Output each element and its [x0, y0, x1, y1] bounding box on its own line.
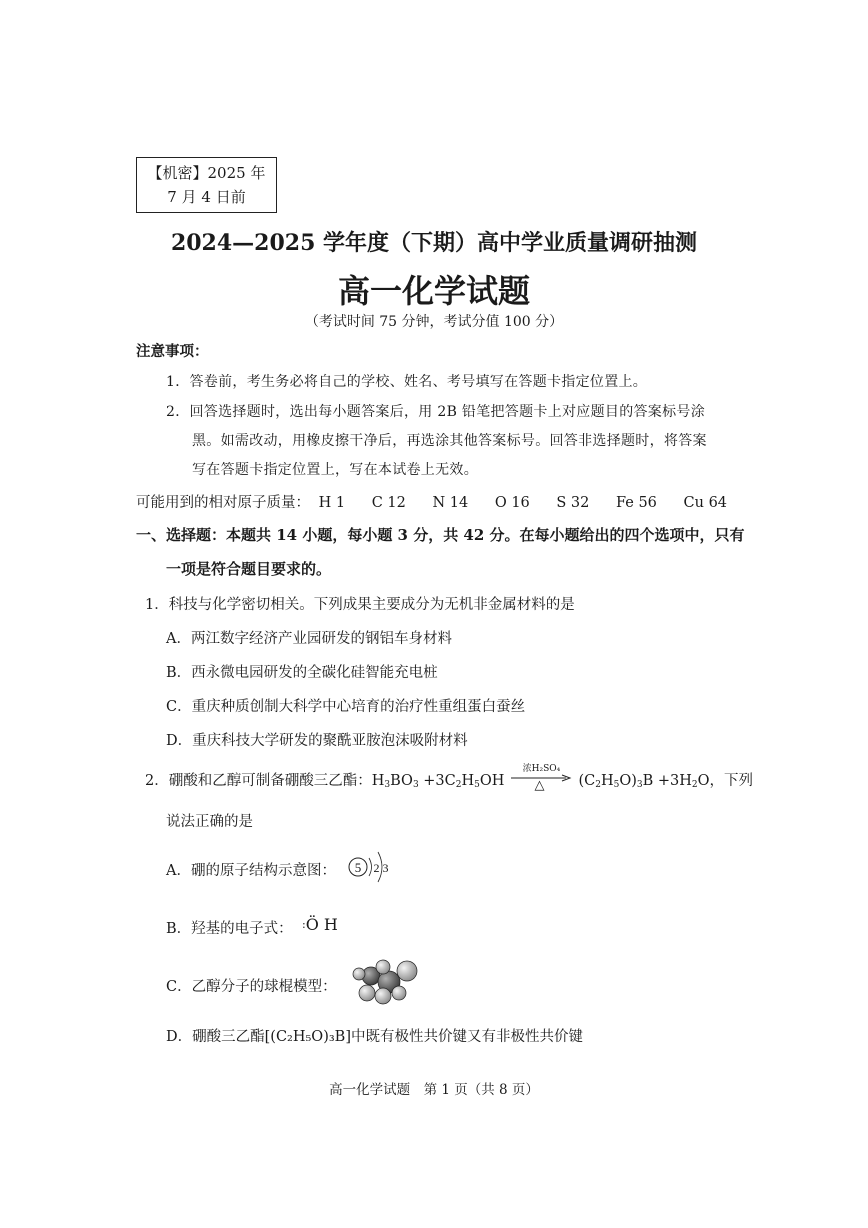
- atomic-mass-s: S 32: [556, 495, 590, 511]
- q2-option-a: A．硼的原子结构示意图：: [166, 863, 336, 879]
- reaction-arrow: [510, 764, 572, 793]
- q2-option-c: C．乙醇分子的球棍模型：: [166, 979, 337, 995]
- q2-option-b: B．羟基的电子式：: [166, 921, 293, 937]
- hydroxyl-electron-formula: :Ö H: [302, 915, 338, 934]
- confidential-line2: 7 月 4 日前: [167, 188, 246, 206]
- exam-title: 2024—2025 学年度（下期）高中学业质量调研抽测: [170, 230, 698, 256]
- q2-reactants: $H_3BO_3 +3C_2H_5OH$: [371, 773, 505, 790]
- note-item-2-line3: 写在答题卡指定位置上，写在本试卷上无效。: [192, 462, 478, 478]
- note-item-2-line2: 黑。如需改动，用橡皮擦干净后，再选涂其他答案标号。回答非选择题时，将答案: [192, 433, 707, 449]
- atomic-mass-o: O 16: [494, 495, 530, 511]
- atomic-mass-c: C 12: [371, 495, 406, 511]
- boron-atom-diagram-icon: [340, 846, 400, 888]
- atomic-masses: [136, 491, 749, 512]
- q2-stem-suffix: ，下列: [709, 773, 754, 789]
- note-item-1: 1．答卷前，考生务必将自己的学校、姓名、考号填写在答题卡指定位置上。: [166, 374, 648, 390]
- atomic-mass-cu: Cu 64: [683, 495, 728, 511]
- atom-nucleus: 5: [354, 860, 362, 875]
- section1-line1: 一、选择题：本题共 14 小题，每小题 3 分，共 42 分。在每小题给出的四个选项中，只有: [136, 526, 745, 544]
- q2-stem-line2: 说法正确的是: [166, 814, 253, 830]
- page-footer: 高一化学试题 第 1 页（共 8 页）: [329, 1082, 539, 1098]
- q1-option-c: C．重庆种质创制大科学中心培育的治疗性重组蛋白蚕丝: [166, 699, 526, 715]
- confidential-line1: 【机密】2025 年: [147, 164, 266, 182]
- q1-option-d: D．重庆科技大学研发的聚酰亚胺泡沫吸附材料: [166, 733, 468, 749]
- subject-title: 高一化学试题: [337, 272, 530, 310]
- ethanol-ball-stick-model-icon: [343, 955, 423, 1007]
- q1-option-a: A．两江数字经济产业园研发的钢铝车身材料: [166, 631, 452, 647]
- hydroxyl-formula-text: Ö H: [305, 915, 338, 934]
- confidential-box: [136, 157, 277, 213]
- notes-heading: 注意事项：: [136, 343, 209, 360]
- arrow-heat: △: [534, 778, 545, 793]
- q2-products: $(C_2H_5O)_3B +3H_2O$: [578, 773, 710, 790]
- section1-line2: 一项是符合题目要求的。: [166, 560, 332, 578]
- q1-option-b: B．西永微电园研发的全碳化硅智能充电桩: [166, 665, 438, 681]
- q2-stem-prefix: 2．硼酸和乙醇可制备硼酸三乙酯：: [145, 773, 372, 789]
- q2-option-d: D．硼酸三乙酯[(C₂H₅O)₃B]中既有极性共价键又有非极性共价键: [166, 1029, 583, 1045]
- atomic-mass-h: H 1: [318, 495, 346, 511]
- arrow-catalyst: 浓H₂SO₄: [522, 764, 561, 774]
- note-item-2-line1: 2．回答选择题时，选出每小题答案后，用 2B 铅笔把答题卡上对应题目的答案标号涂: [166, 404, 706, 420]
- q2-stem: [145, 764, 754, 793]
- atomic-masses-label: 可能用到的相对原子质量：: [136, 495, 310, 511]
- atomic-mass-n: N 14: [432, 495, 469, 511]
- atomic-mass-fe: Fe 56: [616, 495, 657, 511]
- q1-stem: 1．科技与化学密切相关。下列成果主要成分为无机非金属材料的是: [145, 597, 575, 613]
- exam-duration: （考试时间 75 分钟，考试分值 100 分）: [304, 314, 564, 330]
- atom-shells: 2 3: [373, 861, 389, 875]
